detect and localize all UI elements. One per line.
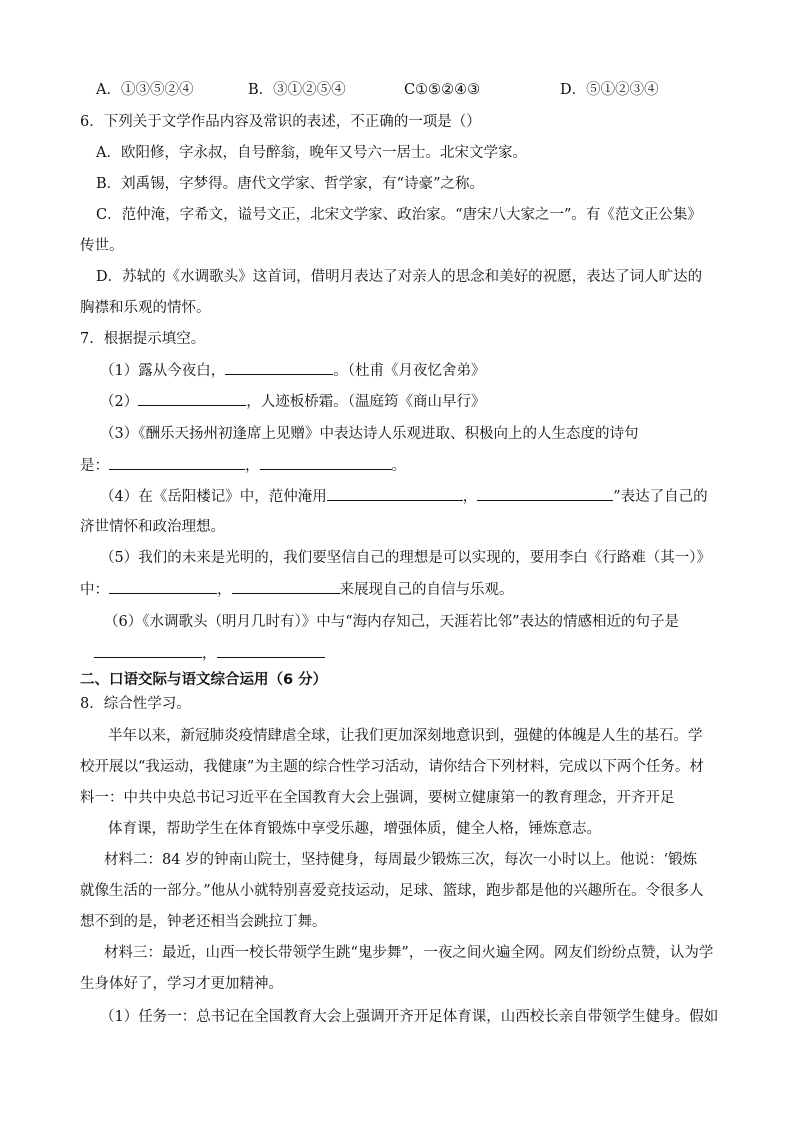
q5-option-b: B．③①②⑤④ (248, 82, 346, 98)
q6-option-b: B．刘禹锡，字梦得。唐代文学家、哲学家，有“诗豪”之称。 (96, 176, 484, 192)
answer-blank[interactable] (109, 579, 217, 594)
answer-blank[interactable] (138, 391, 246, 406)
q7-item-4-line2: 济世情怀和政治理想。 (80, 519, 225, 535)
answer-blank[interactable] (225, 360, 333, 375)
answer-blank[interactable] (232, 579, 340, 594)
q8-stem: 8．综合性学习。 (80, 696, 191, 712)
q6-option-c-line1: C．范仲淹，字希文，谥号文正，北宋文学家、政治家。“唐宋八大家之一”。有《范文正公集》 (96, 207, 702, 223)
q7-item-4-suffix: ”表达了自己的 (613, 489, 708, 505)
q7-item-3-prefix: 是： (80, 458, 109, 474)
q7-item-1-suffix: 。（杜甫《月夜忆舍弟》 (333, 363, 486, 379)
q7-item-4-line1 (100, 486, 708, 507)
q7-item-5-line1: （5）我们的未来是光明的，我们要坚信自己的理想是可以实现的，要用李白《行路难（其一）》 (100, 550, 711, 566)
q7-item-4-sep: ， (462, 489, 478, 505)
q8-material-3-line2: 生身体好了，学习才更加精神。 (80, 976, 283, 992)
q8-intro-line4: 体育课，帮助学生在体育锻炼中享受乐趣，增强体质，健全人格，锤炼意志。 (108, 821, 601, 837)
q7-item-5-sep: ， (217, 582, 232, 598)
q7-item-6-line2 (94, 643, 325, 664)
q7-item-1 (100, 360, 485, 381)
q5-option-a: A．①③⑤②④ (96, 82, 194, 98)
q8-material-2-line3: 想不到的是，钟老还相当会跳拉丁舞。 (80, 914, 327, 930)
answer-blank[interactable] (94, 643, 202, 658)
q7-item-5-prefix: 中： (80, 582, 109, 598)
q7-item-2 (100, 391, 485, 412)
q7-item-3-suffix: 。 (391, 458, 406, 474)
answer-blank[interactable] (217, 643, 325, 658)
q6-stem: 6．下列关于文学作品内容及常识的表述，不正确的一项是（） (80, 114, 481, 130)
q7-item-3-line2 (80, 455, 406, 476)
q6-option-d-line1: D．苏轼的《水调歌头》这首词，借明月表达了对亲人的思念和美好的祝愿，表达了词人旷达的 (96, 269, 703, 285)
q6-option-c-line2: 传世。 (80, 238, 124, 254)
answer-blank[interactable] (477, 486, 613, 501)
q7-item-5-suffix: 来展现自己的自信与乐观。 (339, 582, 514, 598)
q8-material-3-line1: 材料三：最近，山西一校长带领学生跳“鬼步舞”，一夜之间火遍全网。网友们纷纷点赞，认为学 (104, 945, 714, 961)
q8-task-1-line1: （1）任务一：总书记在全国教育大会上强调开齐开足体育课，山西校长亲自带领学生健身。假如 (100, 1009, 719, 1025)
q8-intro-line3: 料一：中共中央总书记习近平在全国教育大会上强调，要树立健康第一的教育理念，开齐开足 (80, 790, 675, 806)
answer-blank[interactable] (327, 486, 463, 501)
q7-item-3-line1: （3）《酬乐天扬州初逢席上见赠》中表达诗人乐观进取、积极向上的人生态度的诗句 (100, 426, 639, 442)
q7-item-1-prefix: （1）露从今夜白， (100, 363, 226, 379)
answer-blank[interactable] (109, 455, 245, 470)
q8-material-2-line2: 就像生活的一部分。”他从小就特别喜爱竞技运动，足球、篮球，跑步都是他的兴趣所在。令很多人 (80, 883, 704, 899)
q8-material-2-line1: 材料二：84 岁的钟南山院士，坚持健身，每周最少锻炼三次，每次一小时以上。他说：‘锻炼 (104, 852, 698, 868)
q7-item-3-sep: ， (245, 458, 260, 474)
q7-stem: 7．根据提示填空。 (80, 331, 206, 347)
q6-option-a: A．欧阳修，字永叔，自号醉翁，晚年又号六一居士。北宋文学家。 (96, 145, 527, 161)
q5-option-d: D．⑤①②③④ (560, 82, 659, 98)
q7-item-4-prefix: （4）在《岳阳楼记》中，范仲淹用 (100, 489, 327, 505)
q6-option-d-line2: 胸襟和乐观的情怀。 (80, 300, 211, 316)
q5-option-c: C①⑤②④③ (404, 82, 481, 98)
q7-item-6-sep: ， (202, 646, 217, 662)
q8-intro-line1: 半年以来，新冠肺炎疫情肆虐全球，让我们更加深刻地意识到，强健的体魄是人生的基石。学 (108, 728, 703, 744)
section-2-heading: 二、口语交际与语文综合运用（6 分） (80, 672, 328, 688)
q7-item-2-suffix: ，人迹板桥霜。（温庭筠《商山早行》 (246, 394, 486, 410)
q8-intro-line2: 校开展以“我运动，我健康”为主题的综合性学习活动，请你结合下列材料，完成以下两个任务。材 (80, 759, 704, 775)
q7-item-2-prefix: （2） (100, 394, 139, 410)
q7-item-6-line1: （6）《水调歌头（明月几时有）》中与“海内存知己，天涯若比邻”表达的情感相近的句子是 (104, 614, 680, 630)
q7-item-5-line2 (80, 579, 514, 600)
answer-blank[interactable] (260, 455, 392, 470)
